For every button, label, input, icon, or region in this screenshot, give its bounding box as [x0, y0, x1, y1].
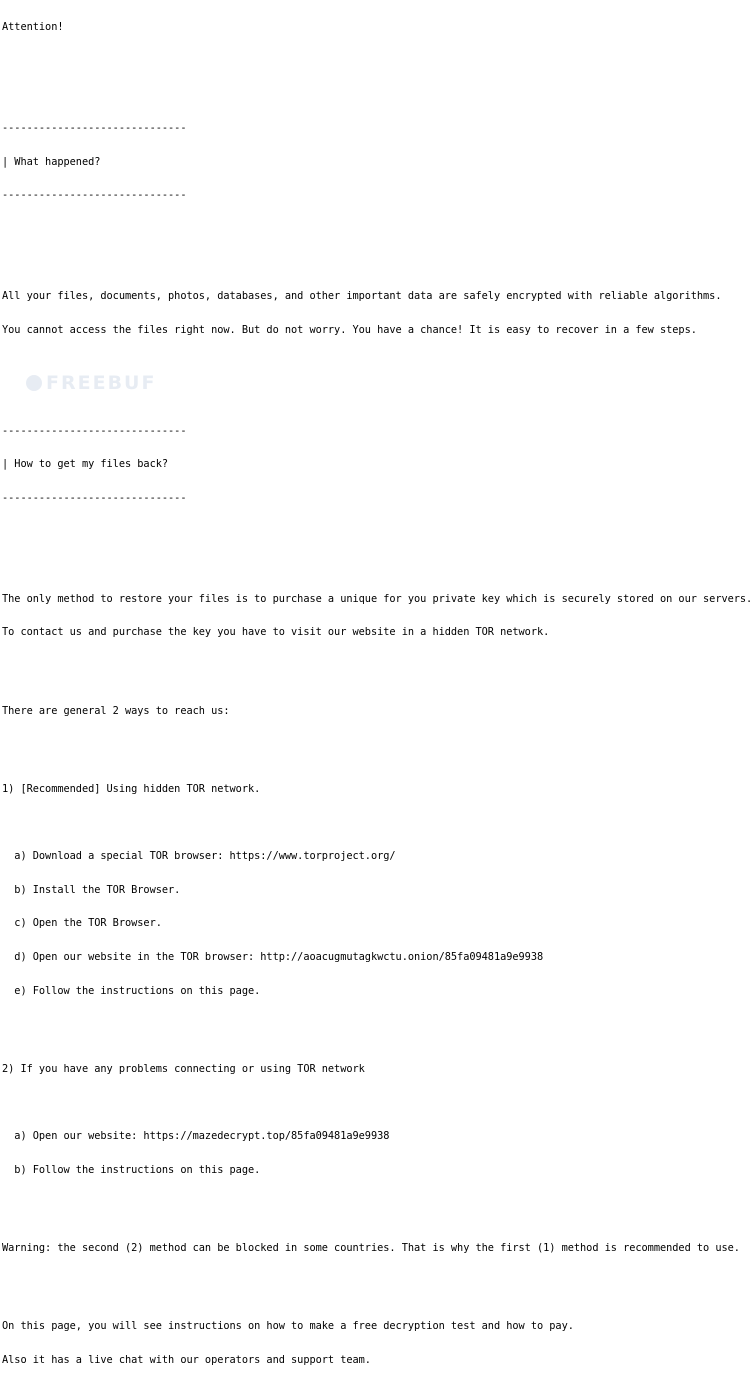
- warning-line: Warning: the second (2) method can be blocked in some countries. That is why the first (1) method is recommended to use.: [2, 1242, 740, 1255]
- closing-line: On this page, you will see instructions on how to make a free decryption test and how to pay.: [2, 1320, 574, 1333]
- watermark-text: FREEBUF: [46, 372, 157, 394]
- blank-line: [2, 1019, 688, 1030]
- way-1-step: c) Open the TOR Browser.: [2, 917, 162, 930]
- blank-line: [2, 56, 688, 67]
- attention-line: Attention!: [2, 21, 64, 34]
- blank-line: [2, 358, 688, 369]
- ways-intro-line: There are general 2 ways to reach us:: [2, 704, 230, 717]
- section-rule-top: ------------------------------: [2, 122, 187, 135]
- blank-line: [2, 818, 688, 829]
- way-2-step: a) Open our website: https://mazedecrypt.top/85fa09481a9e9938: [2, 1130, 390, 1143]
- paragraph-line: To contact us and purchase the key you have to visit our website in a hidden TOR network.: [2, 626, 550, 639]
- section-what-happened: [2, 101, 688, 224]
- way-2-step: b) Follow the instructions on this page.: [2, 1163, 261, 1176]
- blank-line: [2, 1277, 688, 1288]
- way-2-heading: 2) If you have any problems connecting or using TOR network: [2, 1062, 365, 1075]
- blank-line: [2, 560, 688, 571]
- blank-line: [2, 1097, 688, 1108]
- section-title-how-to-get-files: | How to get my files back?: [2, 458, 169, 471]
- blank-line: [2, 258, 688, 269]
- section-rule-bottom: ------------------------------: [2, 491, 187, 504]
- closing-line: Also it has a live chat with our operators and support team.: [2, 1354, 371, 1367]
- section-rule-top: ------------------------------: [2, 424, 187, 437]
- blank-line: [2, 739, 688, 750]
- section-how-to-get-files-back: [2, 403, 688, 526]
- way-1-step: a) Download a special TOR browser: https://www.torproject.org/: [2, 850, 396, 863]
- paragraph-line: All your files, documents, photos, databases, and other important data are safely encrypted with reliable algorithms.: [2, 290, 722, 303]
- way-1-step: b) Install the TOR Browser.: [2, 883, 181, 896]
- way-1-heading: 1) [Recommended] Using hidden TOR network.: [2, 782, 261, 795]
- blank-line: [2, 1198, 688, 1209]
- ransom-note-text: [2, 0, 752, 1367]
- way-1-step: d) Open our website in the TOR browser: http://aoacugmutagkwctu.onion/85fa09481a9e9938: [2, 950, 544, 963]
- section-rule-bottom: ------------------------------: [2, 189, 187, 202]
- paragraph-line: The only method to restore your files is to purchase a unique for you private key which is securely stored on our servers.: [2, 592, 752, 605]
- paragraph-line: You cannot access the files right now. But do not worry. You have a chance! It is easy to recover in a few steps.: [2, 323, 697, 336]
- blank-line: [2, 661, 688, 672]
- section-title-what-happened: | What happened?: [2, 155, 101, 168]
- way-1-step: e) Follow the instructions on this page.: [2, 984, 261, 997]
